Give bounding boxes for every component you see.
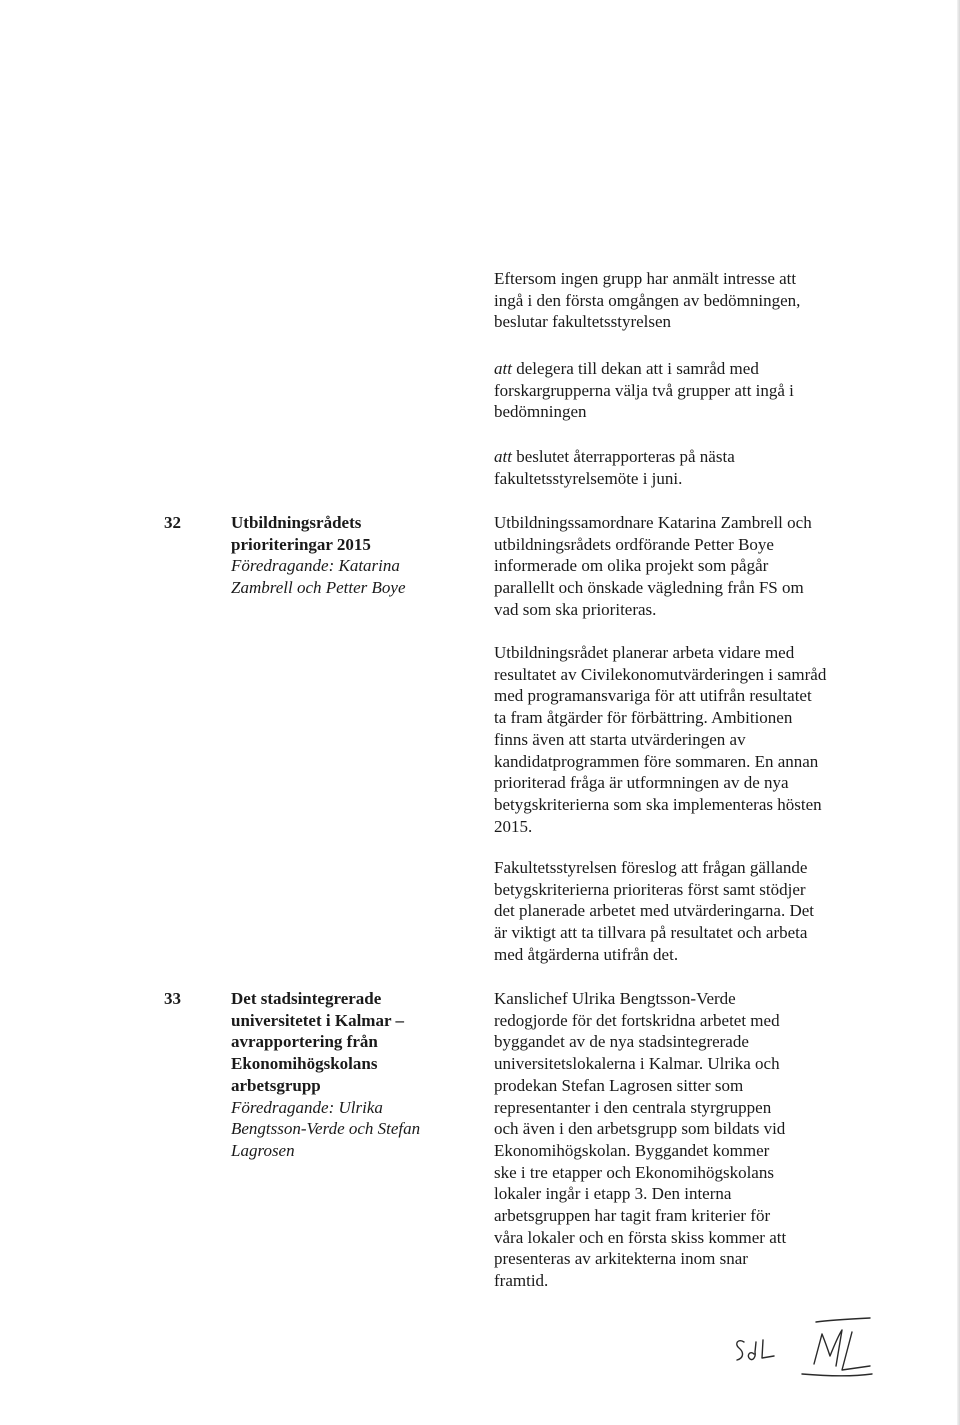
item-title-line: prioriteringar 2015 <box>231 534 371 554</box>
text-line: ske i tre etapper och Ekonomihögskolans <box>494 1162 774 1182</box>
text-line: ingå i den första omgången av bedömningen, <box>494 290 801 310</box>
text-line: prioriterad fråga är utformningen av de nya <box>494 773 789 793</box>
text-line: universitetslokalerna i Kalmar. Ulrika och <box>494 1054 780 1074</box>
att-keyword: att <box>494 359 512 378</box>
handwritten-initials <box>730 1312 880 1387</box>
text-line: det planerade arbetet med utvärderingarna. Det <box>494 901 815 921</box>
item-number: 32 <box>164 513 181 532</box>
text-line: utbildningsrådets ordförande Petter Boye <box>494 534 774 554</box>
item-32-paragraph-1 <box>494 512 874 621</box>
item-title-line: Ekonomihögskolans <box>231 1054 378 1074</box>
text-line: Ekonomihögskolan. Byggandet kommer <box>494 1140 770 1160</box>
text-line: fakultetsstyrelsemöte i juni. <box>494 468 683 488</box>
item-title-line: Utbildningsrådets <box>231 513 362 532</box>
item-33-paragraph <box>494 988 874 1292</box>
text-line: att delegera till dekan att i samråd med <box>494 359 759 378</box>
text-line: prodekan Stefan Lagrosen sitter som <box>494 1075 744 1095</box>
text-line: informerade om olika projekt som pågår <box>494 556 769 576</box>
text-line: Utbildningsrådet planerar arbeta vidare med <box>494 643 795 662</box>
text-line: beslutar fakultetsstyrelsen <box>494 312 672 332</box>
opening-paragraph <box>494 268 874 333</box>
text-line: våra lokaler och en första skiss kommer att <box>494 1227 787 1247</box>
text-line: bedömningen <box>494 402 587 422</box>
text-line: och även i den arbetsgrupp som bildats vid <box>494 1119 786 1139</box>
text-line: betygskriterierna som ska implementeras hösten <box>494 794 822 814</box>
text-line: 2015. <box>494 816 533 836</box>
text-line: Eftersom ingen grupp har anmält intresse att <box>494 269 797 288</box>
text-line: byggandet av de nya stadsintegrerade <box>494 1032 749 1052</box>
text-line: arbetsgruppen har tagit fram kriterier för <box>494 1206 771 1226</box>
item-heading <box>231 512 481 599</box>
presenter-line: Zambrell och Petter Boye <box>231 578 406 598</box>
text-line: med åtgärderna utifrån det. <box>494 944 679 964</box>
text-line: Kanslichef Ulrika Bengtsson-Verde <box>494 989 736 1008</box>
text-line: presenteras av arkitekterna inom snar <box>494 1249 748 1269</box>
item-32-paragraph-3 <box>494 857 874 966</box>
item-heading <box>231 988 481 1162</box>
text-line: resultatet av Civilekonomutvärderingen i samråd <box>494 664 827 684</box>
text-line: Utbildningssamordnare Katarina Zambrell och <box>494 513 812 532</box>
item-title-line: Det stadsintegrerade <box>231 989 382 1008</box>
text-line: representanter i den centrala styrgruppen <box>494 1097 772 1117</box>
text-line: vad som ska prioriteras. <box>494 599 657 619</box>
text-line: parallellt och önskade vägledning från FS om <box>494 578 804 598</box>
item-32-paragraph-2 <box>494 642 874 837</box>
text-line: lokaler ingår i etapp 3. Den interna <box>494 1184 732 1204</box>
item-number: 33 <box>164 989 181 1008</box>
decision-delegate <box>494 358 874 423</box>
presenter-line: Bengtsson-Verde och Stefan <box>231 1119 421 1139</box>
decision-report-back <box>494 446 874 489</box>
att-keyword: att <box>494 447 512 466</box>
text-line: ta fram åtgärder för förbättring. Ambitionen <box>494 708 793 728</box>
text-line: redogjorde för det fortskridna arbetet med <box>494 1010 780 1030</box>
text-line: Fakultetsstyrelsen föreslog att frågan gällande <box>494 858 808 877</box>
presenter-line: Lagrosen <box>231 1140 295 1160</box>
text-line: finns även att starta utvärderingen av <box>494 729 746 749</box>
presenter-line: Föredragande: Katarina <box>231 556 400 576</box>
text-line: forskargrupperna välja två grupper att ingå i <box>494 380 794 400</box>
text-line: kandidatprogrammen före sommaren. En annan <box>494 751 819 771</box>
presenter-line: Föredragande: Ulrika <box>231 1097 383 1117</box>
text-line: framtid. <box>494 1271 549 1291</box>
text-line: att beslutet återrapporteras på nästa <box>494 447 735 466</box>
text-line: med programansvariga för att utifrån resultatet <box>494 686 812 706</box>
text-line: är viktigt att ta tillvara på resultatet och arbeta <box>494 923 808 943</box>
text-line: betygskriterierna prioriteras först samt stödjer <box>494 879 806 899</box>
item-title-line: arbetsgrupp <box>231 1075 321 1095</box>
item-title-line: universitetet i Kalmar – <box>231 1010 404 1030</box>
item-title-line: avrapportering från <box>231 1032 378 1052</box>
